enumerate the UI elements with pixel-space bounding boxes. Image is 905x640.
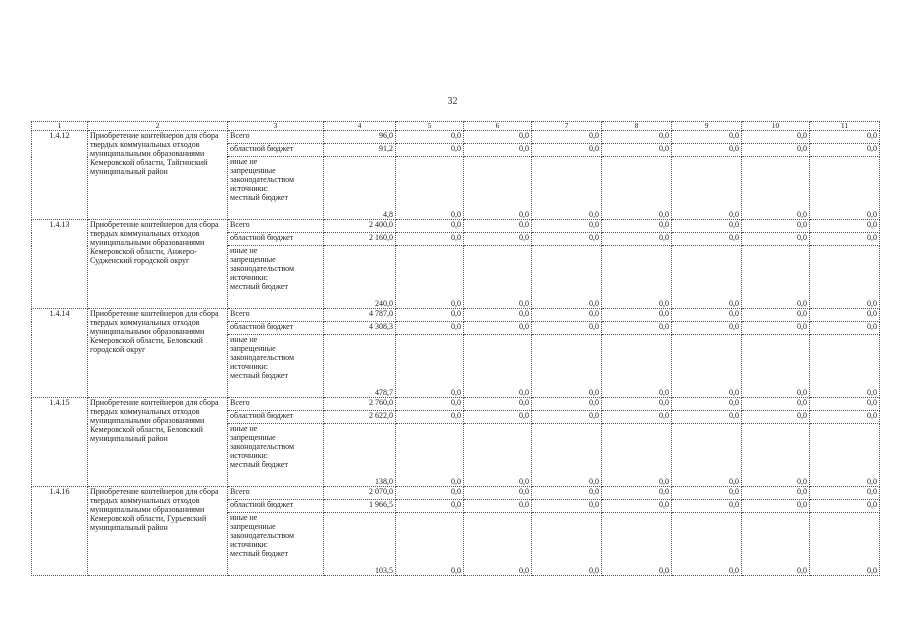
- item-name: Приобретение контейнеров для сбора твердых коммунальных отходов муниципальными образованиями Кемеровской области, Беловский муниципальный район: [88, 398, 228, 487]
- regional-value: 0,0: [742, 144, 810, 157]
- total-value: 0,0: [810, 487, 880, 500]
- regional-value: 0,0: [464, 411, 532, 424]
- local-value: 0,0: [742, 424, 810, 487]
- source-other-line: иные не: [230, 335, 258, 344]
- regional-value: 0,0: [396, 322, 464, 335]
- source-total-label: Всего: [228, 309, 324, 322]
- column-number: 6: [464, 122, 532, 131]
- local-value: 0,0: [464, 157, 532, 220]
- regional-value: 0,0: [810, 144, 880, 157]
- regional-value: 0,0: [464, 144, 532, 157]
- source-regional-label: областной бюджет: [228, 233, 324, 246]
- total-value: 0,0: [810, 309, 880, 322]
- column-number-row: [32, 122, 880, 131]
- source-other-line: источники:: [230, 273, 268, 282]
- total-value: 0,0: [396, 131, 464, 144]
- regional-value: 0,0: [464, 233, 532, 246]
- local-value: 0,0: [602, 335, 672, 398]
- source-regional-label: областной бюджет: [228, 144, 324, 157]
- source-other-line: законодательством: [230, 531, 295, 540]
- total-value: 0,0: [602, 131, 672, 144]
- regional-value: 0,0: [672, 500, 742, 513]
- local-value: 0,0: [464, 246, 532, 309]
- local-value: 0,0: [672, 157, 742, 220]
- source-other-line: законодательством: [230, 264, 295, 273]
- source-total-label: Всего: [228, 220, 324, 233]
- total-value: 0,0: [602, 398, 672, 411]
- source-other-line: запрещенные: [230, 522, 276, 531]
- source-local-label: местный бюджет: [230, 282, 288, 291]
- regional-value: 2 622,0: [324, 411, 396, 424]
- regional-value: 0,0: [602, 144, 672, 157]
- total-value: 96,0: [324, 131, 396, 144]
- regional-value: 0,0: [672, 233, 742, 246]
- regional-value: 0,0: [602, 411, 672, 424]
- local-value: 0,0: [396, 424, 464, 487]
- local-value: 0,0: [810, 246, 880, 309]
- source-local-label: местный бюджет: [230, 460, 288, 469]
- total-value: 0,0: [602, 309, 672, 322]
- total-value: 0,0: [602, 487, 672, 500]
- local-value: 0,0: [742, 157, 810, 220]
- total-value: 0,0: [532, 220, 602, 233]
- table-row: [32, 398, 880, 411]
- source-local-label: местный бюджет: [230, 549, 288, 558]
- total-value: 0,0: [532, 309, 602, 322]
- source-local-label: местный бюджет: [230, 371, 288, 380]
- regional-value: 0,0: [396, 233, 464, 246]
- total-value: 0,0: [396, 220, 464, 233]
- table-row: [32, 309, 880, 322]
- regional-value: 0,0: [810, 322, 880, 335]
- source-other-line: запрещенные: [230, 433, 276, 442]
- local-value: 0,0: [396, 335, 464, 398]
- total-value: 0,0: [464, 220, 532, 233]
- source-other-line: источники:: [230, 362, 268, 371]
- column-number: 8: [602, 122, 672, 131]
- regional-value: 0,0: [742, 411, 810, 424]
- local-value: 0,0: [810, 157, 880, 220]
- column-number: 4: [324, 122, 396, 131]
- total-value: 4 787,0: [324, 309, 396, 322]
- local-value: 0,0: [532, 424, 602, 487]
- source-other-label: [228, 157, 324, 220]
- total-value: 0,0: [742, 220, 810, 233]
- regional-value: 91,2: [324, 144, 396, 157]
- source-local-label: местный бюджет: [230, 193, 288, 202]
- local-value: 0,0: [464, 513, 532, 576]
- regional-value: 0,0: [810, 411, 880, 424]
- regional-value: 0,0: [742, 322, 810, 335]
- item-code: 1.4.16: [32, 487, 88, 576]
- local-value: 0,0: [532, 246, 602, 309]
- local-value: 0,0: [672, 335, 742, 398]
- local-value: 0,0: [672, 246, 742, 309]
- regional-value: 0,0: [810, 233, 880, 246]
- source-other-label: [228, 513, 324, 576]
- regional-value: 0,0: [602, 500, 672, 513]
- source-regional-label: областной бюджет: [228, 500, 324, 513]
- local-value: 0,0: [396, 246, 464, 309]
- regional-value: 0,0: [810, 500, 880, 513]
- item-code: 1.4.12: [32, 131, 88, 220]
- total-value: 0,0: [396, 398, 464, 411]
- source-other-line: запрещенные: [230, 255, 276, 264]
- source-other-line: запрещенные: [230, 166, 276, 175]
- local-value: 0,0: [532, 157, 602, 220]
- source-total-label: Всего: [228, 131, 324, 144]
- source-regional-label: областной бюджет: [228, 322, 324, 335]
- total-value: 2 070,0: [324, 487, 396, 500]
- total-value: 2 760,0: [324, 398, 396, 411]
- source-other-line: законодательством: [230, 353, 295, 362]
- column-number: 7: [532, 122, 602, 131]
- budget-table: [31, 121, 880, 576]
- local-value: 0,0: [742, 513, 810, 576]
- page-number: 32: [447, 96, 458, 107]
- table-row: [32, 487, 880, 500]
- regional-value: 0,0: [532, 322, 602, 335]
- local-value: 0,0: [464, 424, 532, 487]
- local-value: 0,0: [810, 424, 880, 487]
- regional-value: 0,0: [396, 144, 464, 157]
- local-value: 138,0: [324, 424, 396, 487]
- total-value: 0,0: [532, 131, 602, 144]
- total-value: 0,0: [464, 309, 532, 322]
- item-name: Приобретение контейнеров для сбора твердых коммунальных отходов муниципальными образованиями Кемеровской области, Анжеро-Судженский городской округ: [88, 220, 228, 309]
- total-value: 0,0: [396, 309, 464, 322]
- table-row: [32, 131, 880, 144]
- local-value: 0,0: [602, 246, 672, 309]
- regional-value: 0,0: [464, 322, 532, 335]
- local-value: 0,0: [602, 157, 672, 220]
- regional-value: 2 160,0: [324, 233, 396, 246]
- regional-value: 0,0: [602, 233, 672, 246]
- local-value: 0,0: [602, 513, 672, 576]
- source-other-line: законодательством: [230, 175, 295, 184]
- regional-value: 1 966,5: [324, 500, 396, 513]
- source-other-line: иные не: [230, 246, 258, 255]
- item-name: Приобретение контейнеров для сбора твердых коммунальных отходов муниципальными образованиями Кемеровской области, Гурьевский муниципальный район: [88, 487, 228, 576]
- total-value: 0,0: [810, 398, 880, 411]
- local-value: 240,0: [324, 246, 396, 309]
- total-value: 0,0: [602, 220, 672, 233]
- column-number: 10: [742, 122, 810, 131]
- source-other-label: [228, 424, 324, 487]
- total-value: 0,0: [532, 398, 602, 411]
- total-value: 0,0: [672, 487, 742, 500]
- regional-value: 0,0: [532, 233, 602, 246]
- source-regional-label: областной бюджет: [228, 411, 324, 424]
- local-value: 0,0: [396, 157, 464, 220]
- local-value: 0,0: [396, 513, 464, 576]
- local-value: 103,5: [324, 513, 396, 576]
- source-other-line: источники:: [230, 540, 268, 549]
- regional-value: 0,0: [396, 500, 464, 513]
- source-other-line: запрещенные: [230, 344, 276, 353]
- regional-value: 4 308,3: [324, 322, 396, 335]
- total-value: 0,0: [742, 309, 810, 322]
- item-name: Приобретение контейнеров для сбора твердых коммунальных отходов муниципальными образованиями Кемеровской области, Тайгинский муниципальный район: [88, 131, 228, 220]
- source-other-line: иные не: [230, 513, 258, 522]
- regional-value: 0,0: [464, 500, 532, 513]
- total-value: 0,0: [742, 487, 810, 500]
- local-value: 478,7: [324, 335, 396, 398]
- column-number: 3: [228, 122, 324, 131]
- source-other-line: источники:: [230, 451, 268, 460]
- regional-value: 0,0: [672, 322, 742, 335]
- total-value: 0,0: [672, 131, 742, 144]
- item-code: 1.4.13: [32, 220, 88, 309]
- source-total-label: Всего: [228, 398, 324, 411]
- local-value: 0,0: [810, 335, 880, 398]
- regional-value: 0,0: [672, 144, 742, 157]
- total-value: 0,0: [464, 131, 532, 144]
- item-code: 1.4.14: [32, 309, 88, 398]
- total-value: 0,0: [672, 220, 742, 233]
- local-value: 0,0: [602, 424, 672, 487]
- source-total-label: Всего: [228, 487, 324, 500]
- total-value: 0,0: [396, 487, 464, 500]
- regional-value: 0,0: [532, 500, 602, 513]
- total-value: 0,0: [672, 309, 742, 322]
- item-name: Приобретение контейнеров для сбора твердых коммунальных отходов муниципальными образованиями Кемеровской области, Беловский городской округ: [88, 309, 228, 398]
- local-value: 0,0: [464, 335, 532, 398]
- total-value: 0,0: [672, 398, 742, 411]
- column-number: 2: [88, 122, 228, 131]
- total-value: 0,0: [810, 131, 880, 144]
- local-value: 0,0: [742, 335, 810, 398]
- column-number: 9: [672, 122, 742, 131]
- source-other-line: иные не: [230, 157, 258, 166]
- source-other-label: [228, 335, 324, 398]
- regional-value: 0,0: [602, 322, 672, 335]
- local-value: 0,0: [672, 424, 742, 487]
- total-value: 0,0: [532, 487, 602, 500]
- column-number: 1: [32, 122, 88, 131]
- total-value: 0,0: [464, 487, 532, 500]
- regional-value: 0,0: [532, 144, 602, 157]
- column-number: 11: [810, 122, 880, 131]
- item-code: 1.4.15: [32, 398, 88, 487]
- regional-value: 0,0: [532, 411, 602, 424]
- total-value: 0,0: [742, 398, 810, 411]
- local-value: 0,0: [810, 513, 880, 576]
- local-value: 4,8: [324, 157, 396, 220]
- column-number: 5: [396, 122, 464, 131]
- local-value: 0,0: [672, 513, 742, 576]
- local-value: 0,0: [532, 513, 602, 576]
- source-other-line: источники:: [230, 184, 268, 193]
- table-row: [32, 220, 880, 233]
- regional-value: 0,0: [672, 411, 742, 424]
- total-value: 0,0: [464, 398, 532, 411]
- regional-value: 0,0: [742, 233, 810, 246]
- total-value: 0,0: [810, 220, 880, 233]
- local-value: 0,0: [742, 246, 810, 309]
- source-other-line: иные не: [230, 424, 258, 433]
- total-value: 0,0: [742, 131, 810, 144]
- local-value: 0,0: [532, 335, 602, 398]
- source-other-line: законодательством: [230, 442, 295, 451]
- source-other-label: [228, 246, 324, 309]
- total-value: 2 400,0: [324, 220, 396, 233]
- regional-value: 0,0: [396, 411, 464, 424]
- regional-value: 0,0: [742, 500, 810, 513]
